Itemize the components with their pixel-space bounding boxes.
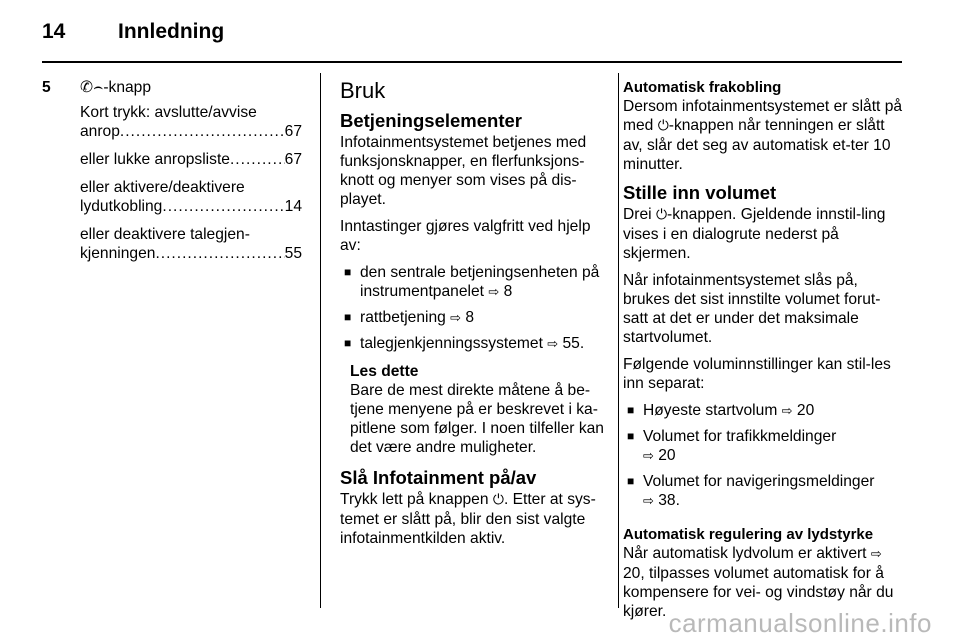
list-item: ■ den sentrale betjeningsenheten på instrumentpanelet ⇨ 8 <box>340 263 604 302</box>
column-middle <box>340 78 604 556</box>
list-item: ■ Høyeste startvolum ⇨ 20 <box>623 401 905 421</box>
paragraph: Når infotainmentsystemet slås på, brukes det sist innstilte volumet forut-satt at det er under det maksimale startvolumet. <box>623 272 881 346</box>
index-entry: eller deaktivere talegjen- kjenningen ..... 55 <box>80 225 302 263</box>
chapter-title: Innledning <box>118 20 225 43</box>
paragraph: Følgende voluminnstillinger kan stil-les inn separat: <box>623 356 891 392</box>
ref-arrow-icon: ⇨ <box>643 449 654 464</box>
column-right <box>623 78 905 629</box>
page-reference[interactable]: 38. <box>658 492 680 509</box>
ref-arrow-icon: ⇨ <box>488 285 500 300</box>
ref-arrow-icon: ⇨ <box>547 337 559 352</box>
page-reference[interactable]: 20 <box>623 565 641 582</box>
paragraph: Infotainmentsystemet betjenes med funksjonsknapper, en flerfunksjons-knott og menyer som vises på dis-playet. <box>340 134 587 208</box>
list-item: ■ talegjenkjenningssystemet ⇨ 55. <box>340 334 604 354</box>
list-item: ■ Volumet for trafikkmeldinger ⇨ 20 <box>623 427 905 466</box>
page-reference[interactable]: 67 <box>284 123 302 140</box>
page-number: 14 <box>42 20 66 43</box>
page-reference[interactable]: 8 <box>503 283 513 300</box>
column-divider <box>320 73 321 608</box>
page-reference[interactable]: 8 <box>465 309 475 326</box>
note-text: Bare de mest direkte måtene å be-tjene menyene på er beskrevet i ka-pitlene som følger. I noen tilfeller kan det være andre muligheter. <box>350 382 604 456</box>
subheading-auto-off: Automatisk frakobling <box>623 79 782 96</box>
column-left <box>42 78 302 272</box>
watermark: carmanualsonline.info <box>668 608 932 638</box>
item-number: 5 <box>42 79 51 96</box>
page-reference[interactable]: 67 <box>284 151 302 168</box>
power-icon: ⏻ <box>657 118 669 134</box>
page-reference[interactable]: 20 <box>796 402 815 419</box>
bullet-list <box>623 401 905 511</box>
power-icon: ⏻ <box>655 207 668 223</box>
index-entry: eller lukke anropsliste ..... 67 <box>80 150 302 169</box>
paragraph: Trykk lett på knappen ⏻. Etter at sys-temet er slått på, blir den sist valgte infotainmentkilden aktiv. <box>340 491 596 547</box>
heading-volume: Stille inn volumet <box>623 182 777 203</box>
heading-on-off: Slå Infotainment på/av <box>340 467 537 488</box>
column-divider <box>618 73 619 608</box>
page-reference[interactable]: 14 <box>284 198 302 215</box>
heading-betjeningselementer: Betjeningselementer <box>340 110 522 131</box>
power-icon: ⏻ <box>492 492 504 508</box>
page-header <box>42 18 902 58</box>
ref-arrow-icon: ⇨ <box>643 494 654 509</box>
phone-hangup-icon: ✆⌢ <box>80 79 104 96</box>
item-heading <box>80 78 302 97</box>
list-item: ■ Volumet for navigeringsmeldinger ⇨ 38. <box>623 472 905 511</box>
index-entry: Kort trykk: avslutte/avvise anrop ..... 67 <box>80 103 302 141</box>
paragraph: Drei ⏻-knappen. Gjeldende innstil-ling vises i en dialogrute nederst på skjermen. <box>623 206 886 262</box>
page-reference[interactable]: 20 <box>658 447 676 464</box>
paragraph: Dersom infotainmentsystemet er slått på med ⏻-knappen når tenningen er slått av, slår det seg av automatisk et-ter 10 minutter. <box>623 98 903 173</box>
subheading-auto-regulation: Automatisk regulering av lydstyrke <box>623 526 874 543</box>
page-reference[interactable]: 55. <box>562 335 585 352</box>
item-title: -knapp <box>103 79 152 96</box>
section-title: Bruk <box>340 78 386 103</box>
note-title: Les dette <box>350 363 419 380</box>
list-item: ■ rattbetjening ⇨ 8 <box>340 308 604 328</box>
bullet-list <box>340 263 604 354</box>
paragraph: Når automatisk lydvolum er aktivert ⇨ 20, tilpasses volumet automatisk for å kompensere for vei- og vindstøy når du kjører. <box>623 545 894 620</box>
ref-arrow-icon: ⇨ <box>870 547 882 562</box>
header-rule <box>42 61 902 63</box>
ref-arrow-icon: ⇨ <box>450 311 462 326</box>
index-entry: eller aktivere/deaktivere lydutkobling ..... 14 <box>80 178 302 216</box>
note-box <box>350 362 604 457</box>
paragraph: Inntastinger gjøres valgfritt ved hjelp av: <box>340 218 591 254</box>
page-reference[interactable]: 55 <box>284 245 302 262</box>
ref-arrow-icon: ⇨ <box>781 404 793 419</box>
